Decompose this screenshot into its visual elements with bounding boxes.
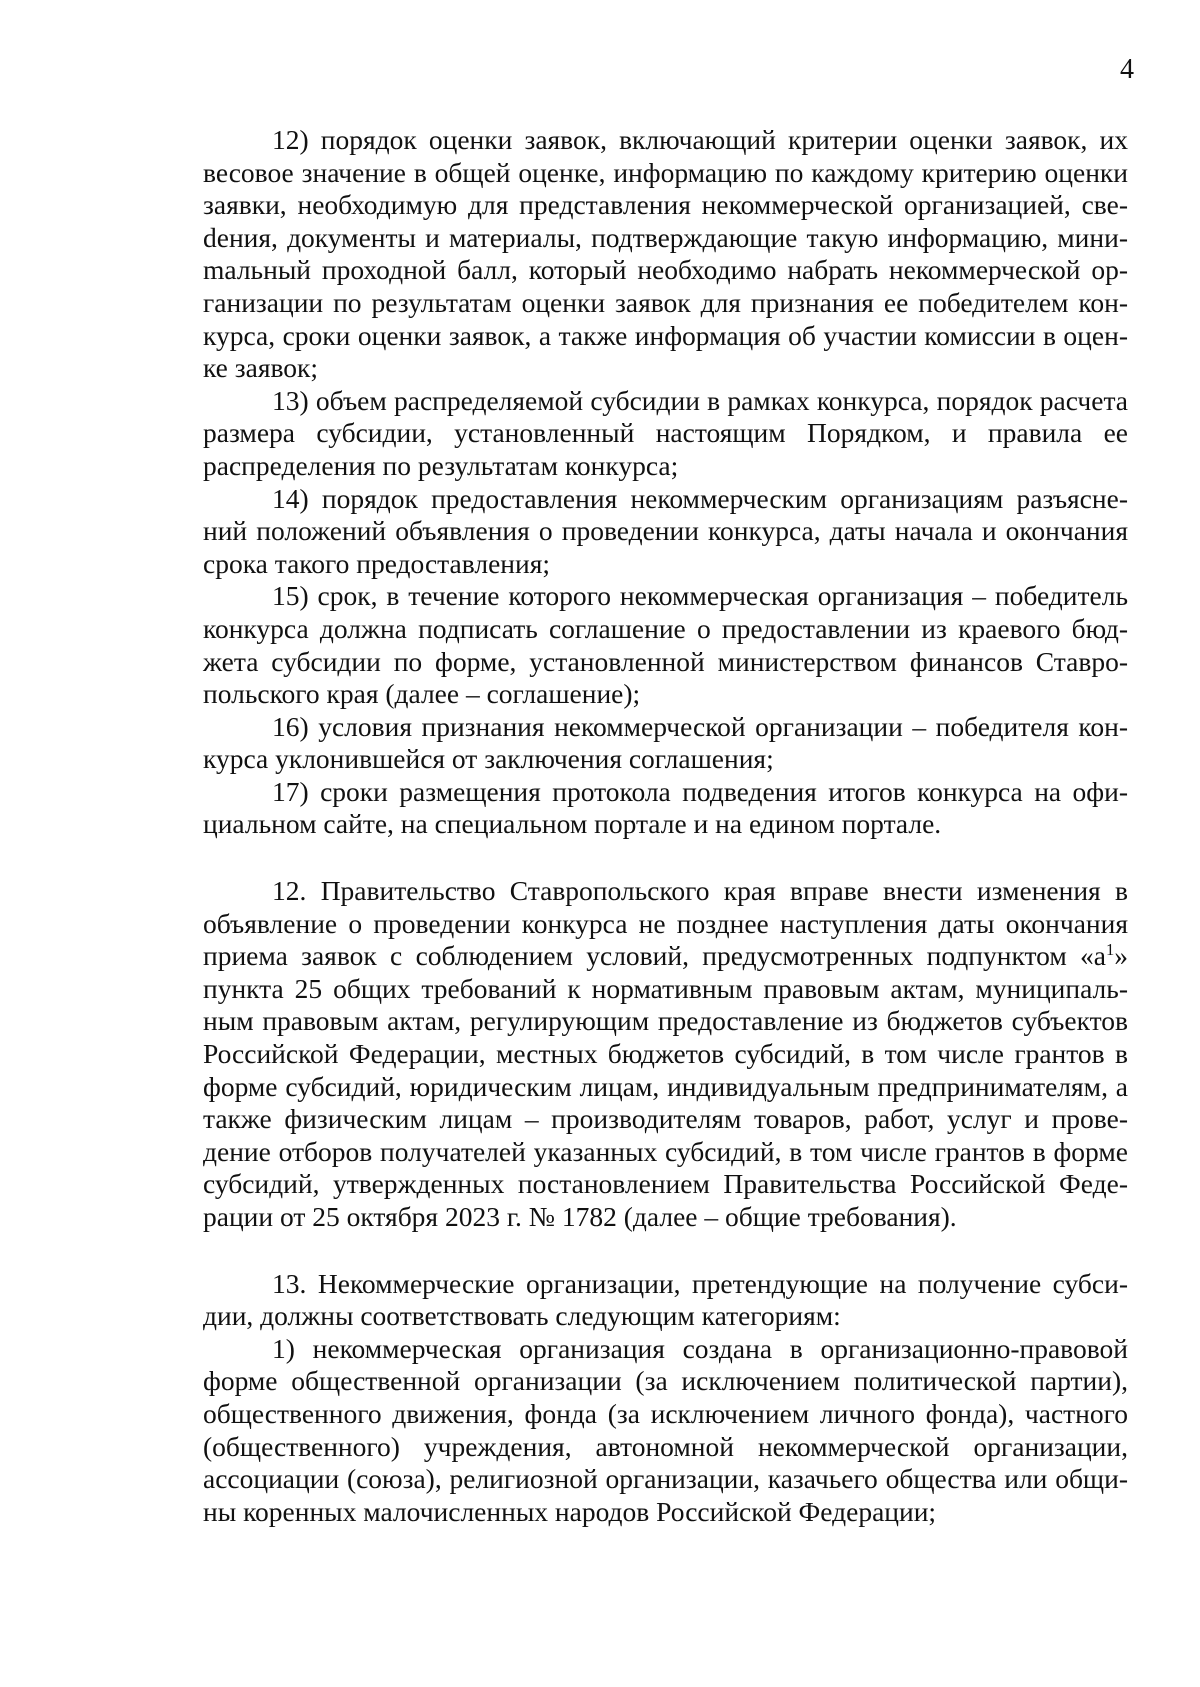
paragraph-13-intro: 13. Некоммерческие организации, претендующие на получение субсидии, должны соответствовать следующим категориям: <box>203 1267 1128 1332</box>
document-body <box>203 124 1128 1528</box>
paragraph-13-item-1: 1) некоммерческая организация создана в организационно-правовой форме общественной организации (за исключением политической партии), общественного движения, фонда (за исключением личного фонда), частного (общественного) учреждения, автономной некоммерческой организации, ассоциации (союза), религиозной организации, казачьего общества или общины коренных малочисленных народов Российской Федерации; <box>203 1332 1128 1527</box>
list-item-13: 13) объем распределяемой субсидии в рамках конкурса, порядок расчета размера субсидии, установленный настоящим Порядком, и правила ее распределения по результатам конкурса; <box>203 384 1128 481</box>
paragraph-12-text-b: » пункта 25 общих требований к нормативным правовым актам, муниципальным правовым актам, регулирующим предоставление из бюджетов субъектов Российской Федерации, местных бюджетов субсидий, в том числе грантов в форме субсидий, юридическим лицам, индивидуальным предпринимателям, а также физическим лицам – производителям товаров, работ, услуг и проведение отборов получателей указанных субсидий, в том числе грантов в форме субсидий, утвержденных постановлением Правительства Российской Федерации от 25 октября 2023 г. № 1782 (далее – общие требования). <box>203 940 1128 1232</box>
list-item-16: 16) условия признания некоммерческой организации – победителя конкурса уклонившейся от заключения соглашения; <box>203 710 1128 775</box>
list-item-14: 14) порядок предоставления некоммерческим организациям разъяснений положений объявления о проведении конкурса, даты начала и окончания срока такого предоставления; <box>203 482 1128 579</box>
paragraph-12 <box>203 875 1128 1234</box>
page-number: 4 <box>1120 54 1134 85</box>
superscript-mark: 1 <box>1106 940 1115 960</box>
list-item-15: 15) срок, в течение которого некоммерческая организация – победитель конкурса должна подписать соглашение о предоставлении из краевого бюджета субсидии по форме, установленной министерством финансов Ставропольского края (далее – соглашение); <box>203 580 1128 710</box>
list-item-17: 17) сроки размещения протокола подведения итогов конкурса на официальном сайте, на специальном портале и на едином портале. <box>203 775 1128 840</box>
list-item-12: 12) порядок оценки заявок, включающий критерии оценки заявок, их весовое значение в общей оценке, информацию по каждому критерию оценки заявки, необходимую для представления некоммерческой организацией, свеdения, документы и материалы, подтверждающие такую информацию, миниmальный проходной балл, который необходимо набрать некоммерческой организации по результатам оценки заявок для признания ее победителем конкурса, сроки оценки заявок, а также информация об участии комиссии в оценке заявок; <box>203 124 1128 384</box>
paragraph-12-text-a: 12. Правительство Ставропольского края вправе внести изменения в объявление о проведении конкурса не позднее наступления даты окончания приема заявок с соблюдением условий, предусмотренных подпунктом «а <box>203 875 1128 972</box>
